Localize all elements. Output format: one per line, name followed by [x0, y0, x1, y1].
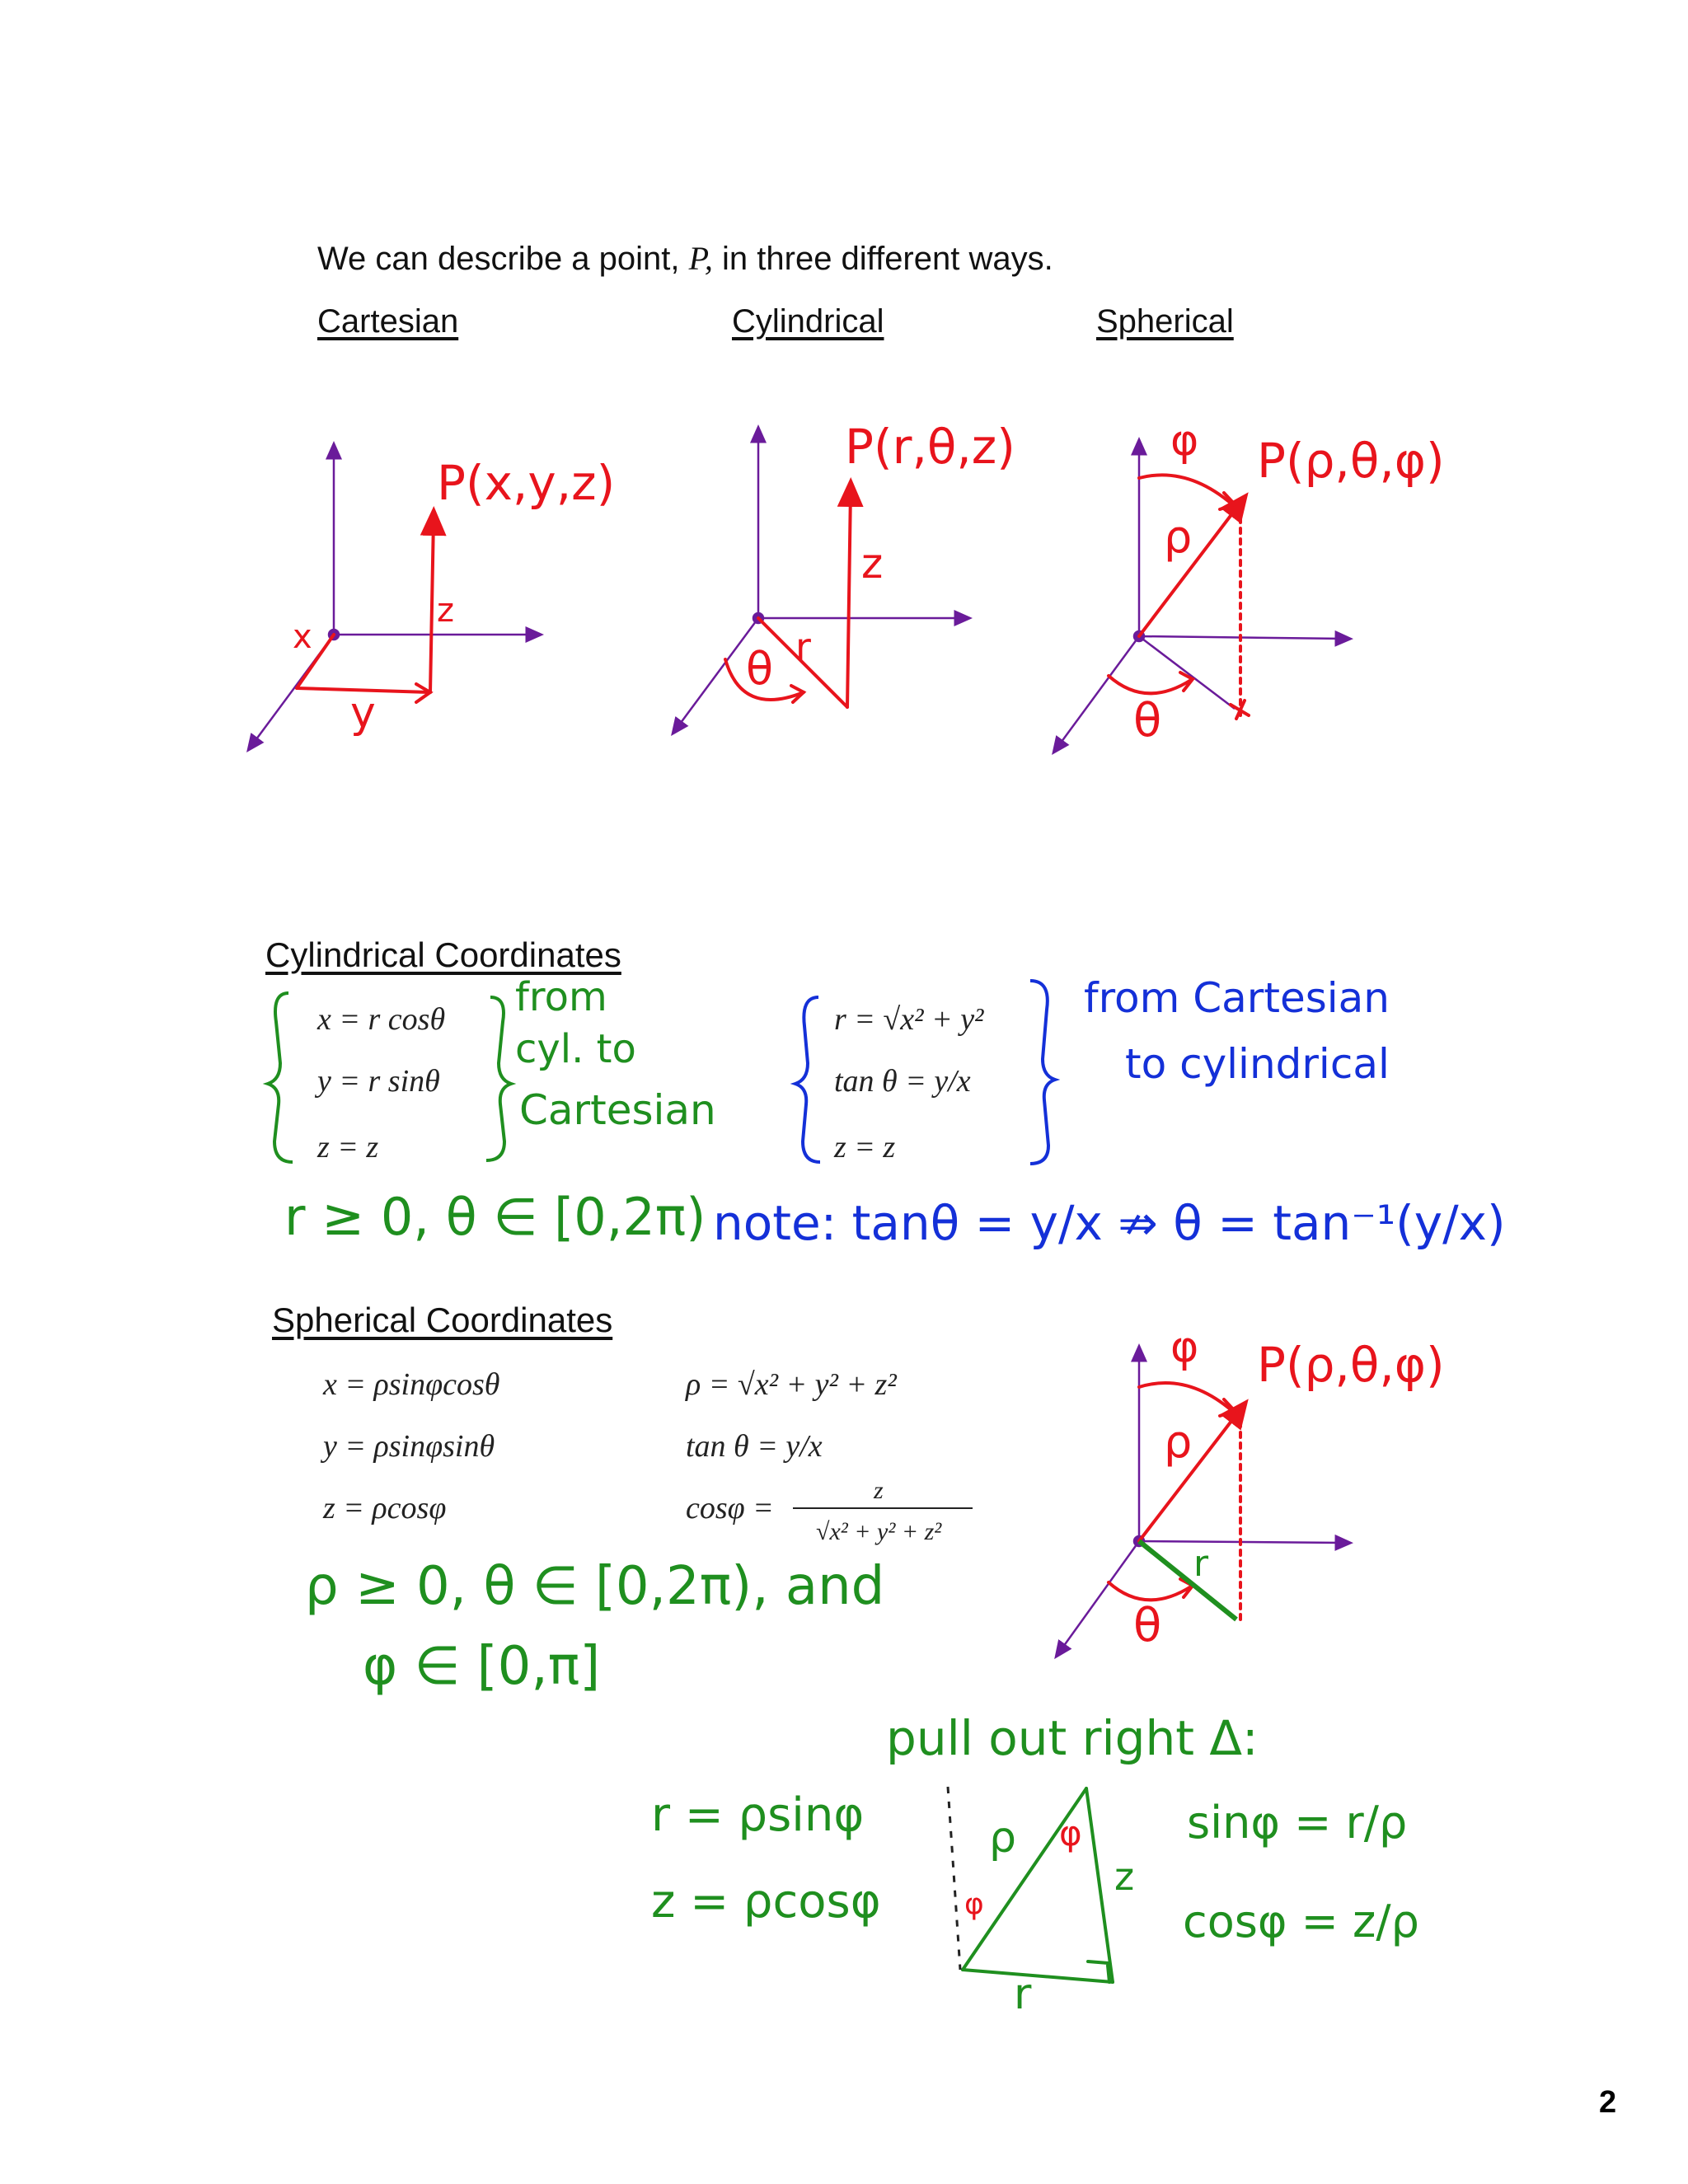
- spherical-coordinates-heading: Spherical Coordinates: [272, 1301, 613, 1339]
- cyl-eq-x: x = r cosθ: [317, 1002, 446, 1037]
- spherical-point-label: P(ρ,θ,φ): [1257, 433, 1445, 489]
- right-triangle: [963, 1788, 1113, 1982]
- triangle-title: pull out right Δ:: [886, 1710, 1259, 1766]
- cyl-note-from-cartesian: from Cartesian: [1084, 974, 1390, 1022]
- sph-eq-cos: cosφ =: [686, 1491, 774, 1526]
- spherical-axes: [1057, 445, 1345, 748]
- spherical-rho-label: ρ: [1164, 511, 1193, 563]
- page-number: 2: [1599, 2085, 1617, 2120]
- spherical-phi-label: φ: [1170, 416, 1199, 466]
- sph-eq-x: x = ρsinφcosθ: [323, 1367, 500, 1402]
- cyl-note-from: from: [515, 974, 607, 1020]
- cylindrical-point-path: [725, 490, 851, 707]
- triangle-rho-label: ρ: [989, 1813, 1017, 1863]
- cartesian-heading: Cartesian: [317, 303, 459, 340]
- cylindrical-axes: [676, 433, 964, 729]
- cos-numerator: z: [874, 1477, 884, 1504]
- cyl-eq-z: z = z: [317, 1130, 379, 1165]
- cyl-tan-note: note: tanθ = y/x ⇏ θ = tan⁻¹(y/x): [713, 1195, 1506, 1251]
- sph-eq-z: z = ρcosφ: [323, 1491, 447, 1526]
- triangle-dashed-line: [948, 1787, 960, 1970]
- sph-range-line1: ρ ≥ 0, θ ∈ [0,2π), and: [305, 1556, 885, 1617]
- cartesian-point-label: P(x,y,z): [437, 455, 616, 511]
- cartesian-x-label: x: [293, 618, 312, 656]
- spherical-theta-label: θ: [1133, 694, 1162, 748]
- intro-point: P,: [688, 240, 713, 277]
- sph2-r-label: r: [1193, 1543, 1209, 1585]
- triangle-eq-z: z = ρcosφ: [651, 1875, 881, 1929]
- cylindrical-coordinates-heading: Cylindrical Coordinates: [265, 935, 621, 974]
- sph2-phi-label: φ: [1170, 1323, 1199, 1372]
- sph-eq-y: y = ρsinφsinθ: [323, 1429, 495, 1464]
- cyl-range: r ≥ 0, θ ∈ [0,2π): [284, 1187, 706, 1247]
- cylindrical-theta-label: θ: [746, 643, 774, 695]
- cylindrical-heading: Cylindrical: [732, 303, 884, 340]
- triangle-r-label: r: [1014, 1970, 1032, 2019]
- cartesian-point-path: [297, 519, 434, 702]
- cylindrical-point-label: P(r,θ,z): [845, 419, 1015, 475]
- triangle-z-label: z: [1114, 1854, 1135, 1899]
- cartesian-z-label: z: [437, 592, 454, 630]
- sph-eq-rho: ρ = √x² + y² + z²: [686, 1367, 897, 1402]
- cyl-eq-r: r = √x² + y²: [834, 1002, 984, 1037]
- cyl-note-to-cylindrical: to cylindrical: [1125, 1040, 1390, 1088]
- intro-before: We can describe a point,: [317, 241, 689, 277]
- spherical-diagram-2-axes: [1059, 1352, 1345, 1652]
- sph-range-line2: φ ∈ [0,π]: [363, 1636, 601, 1697]
- cartesian-y-label: y: [350, 688, 376, 738]
- cyl-eq-z2: z = z: [834, 1130, 896, 1165]
- cyl-note-to: cyl. to: [515, 1026, 636, 1072]
- sph-eq-tan: tan θ = y/x: [686, 1429, 823, 1464]
- sph2-rho-label: ρ: [1164, 1416, 1193, 1468]
- cylindrical-r-label: r: [795, 625, 811, 669]
- triangle-sin: sinφ = r/ρ: [1187, 1797, 1408, 1849]
- cos-denominator: √x² + y² + z²: [816, 1518, 942, 1545]
- triangle-eq-r: r = ρsinφ: [651, 1788, 865, 1842]
- spherical-heading: Spherical: [1096, 303, 1234, 340]
- sph2-point-label: P(ρ,θ,φ): [1257, 1337, 1445, 1393]
- triangle-cos: cosφ = z/ρ: [1183, 1896, 1419, 1947]
- triangle-phi-top-label: φ: [1059, 1813, 1082, 1854]
- intro-after: in three different ways.: [712, 241, 1053, 277]
- cyl-note-cartesian: Cartesian: [519, 1086, 716, 1134]
- cyl-eq-y: y = r sinθ: [317, 1064, 440, 1099]
- triangle-phi-left-label: φ: [964, 1887, 984, 1921]
- sph2-theta-label: θ: [1133, 1599, 1162, 1652]
- cylindrical-z-label: z: [861, 540, 884, 588]
- cyl-eq-tan: tan θ = y/x: [834, 1064, 971, 1099]
